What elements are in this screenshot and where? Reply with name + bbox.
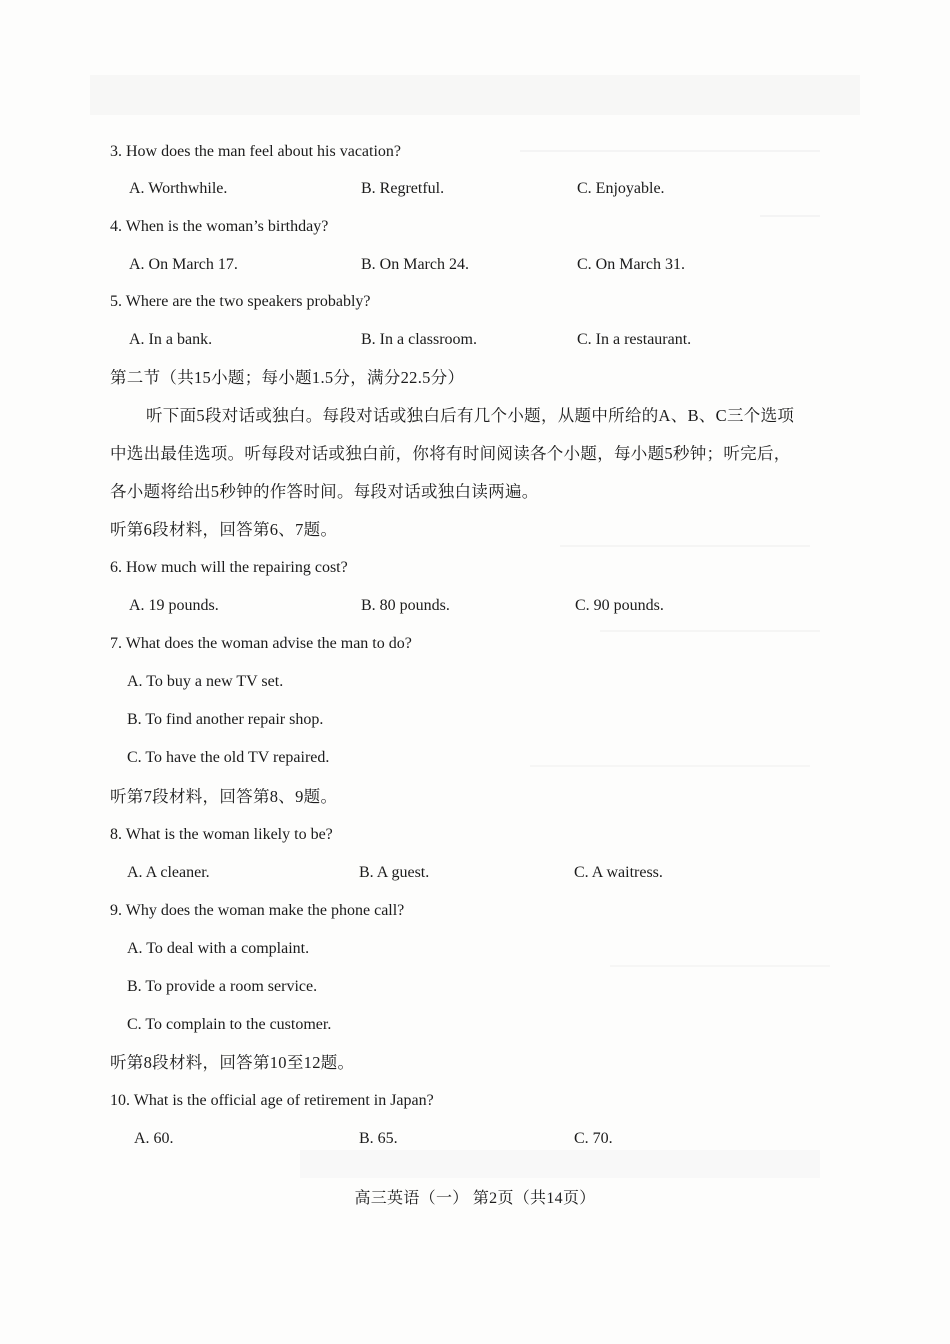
question-7-stem: 7. What does the woman advise the man to do?	[110, 635, 412, 652]
section-2-instructions-line-1: 听下面5段对话或独白。每段对话或独白后有几个小题，从题中所给的A、B、C三个选项	[146, 406, 795, 425]
question-5-option-b: B. In a classroom.	[361, 331, 477, 348]
question-3-option-a: A. Worthwhile.	[129, 180, 228, 197]
section-2-instructions-line-3: 各小题将给出5秒钟的作答时间。每段对话或独白读两遍。	[110, 482, 539, 501]
question-9-option-c: C. To complain to the customer.	[127, 1016, 332, 1033]
bleed-through-line	[560, 545, 810, 547]
section-2-heading: 第二节（共15小题；每小题1.5分，满分22.5分）	[110, 368, 465, 387]
question-6-option-c: C. 90 pounds.	[575, 597, 664, 614]
question-6-stem: 6. How much will the repairing cost?	[110, 559, 348, 576]
bleed-through-band-top	[90, 75, 860, 115]
question-5-stem: 5. Where are the two speakers probably?	[110, 293, 371, 310]
material-6-label: 听第6段材料，回答第6、7题。	[110, 520, 338, 539]
question-3-stem: 3. How does the man feel about his vacation?	[110, 143, 402, 160]
bleed-through-line	[610, 965, 830, 967]
question-10-option-b: B. 65.	[359, 1130, 398, 1147]
bleed-through-band-bottom	[300, 1150, 820, 1178]
question-7-option-c: C. To have the old TV repaired.	[127, 749, 330, 766]
question-10-option-a: A. 60.	[134, 1130, 174, 1147]
question-3-option-b: B. Regretful.	[361, 180, 445, 197]
bleed-through-line	[530, 765, 810, 767]
question-3-option-c: C. Enjoyable.	[577, 180, 665, 197]
question-7-option-b: B. To find another repair shop.	[127, 711, 324, 728]
question-9-stem: 9. Why does the woman make the phone call?	[110, 902, 405, 919]
question-4-option-b: B. On March 24.	[361, 256, 469, 273]
question-7-option-a: A. To buy a new TV set.	[127, 673, 284, 690]
material-7-label: 听第7段材料，回答第8、9题。	[110, 787, 338, 806]
question-4-option-a: A. On March 17.	[129, 256, 238, 273]
question-4-option-c: C. On March 31.	[577, 256, 685, 273]
section-2-instructions-line-2: 中选出最佳选项。听每段对话或独白前，你将有时间阅读各个小题，每小题5秒钟；听完后，	[110, 444, 791, 463]
question-8-option-a: A. A cleaner.	[127, 864, 210, 881]
question-6-option-a: A. 19 pounds.	[129, 597, 219, 614]
question-10-option-c: C. 70.	[574, 1130, 613, 1147]
question-8-option-b: B. A guest.	[359, 864, 430, 881]
question-5-option-a: A. In a bank.	[129, 331, 213, 348]
question-5-option-c: C. In a restaurant.	[577, 331, 692, 348]
page-footer: 高三英语（一） 第2页（共14页）	[354, 1190, 596, 1207]
question-10-stem: 10. What is the official age of retirement in Japan?	[110, 1092, 434, 1109]
question-8-stem: 8. What is the woman likely to be?	[110, 826, 333, 843]
question-9-option-a: A. To deal with a complaint.	[127, 940, 310, 957]
question-8-option-c: C. A waitress.	[574, 864, 663, 881]
bleed-through-line	[600, 630, 820, 632]
bleed-through-line	[520, 150, 820, 152]
question-9-option-b: B. To provide a room service.	[127, 978, 318, 995]
bleed-through-line	[760, 215, 820, 217]
question-4-stem: 4. When is the woman’s birthday?	[110, 218, 329, 235]
material-8-label: 听第8段材料，回答第10至12题。	[110, 1053, 355, 1072]
question-6-option-b: B. 80 pounds.	[361, 597, 450, 614]
